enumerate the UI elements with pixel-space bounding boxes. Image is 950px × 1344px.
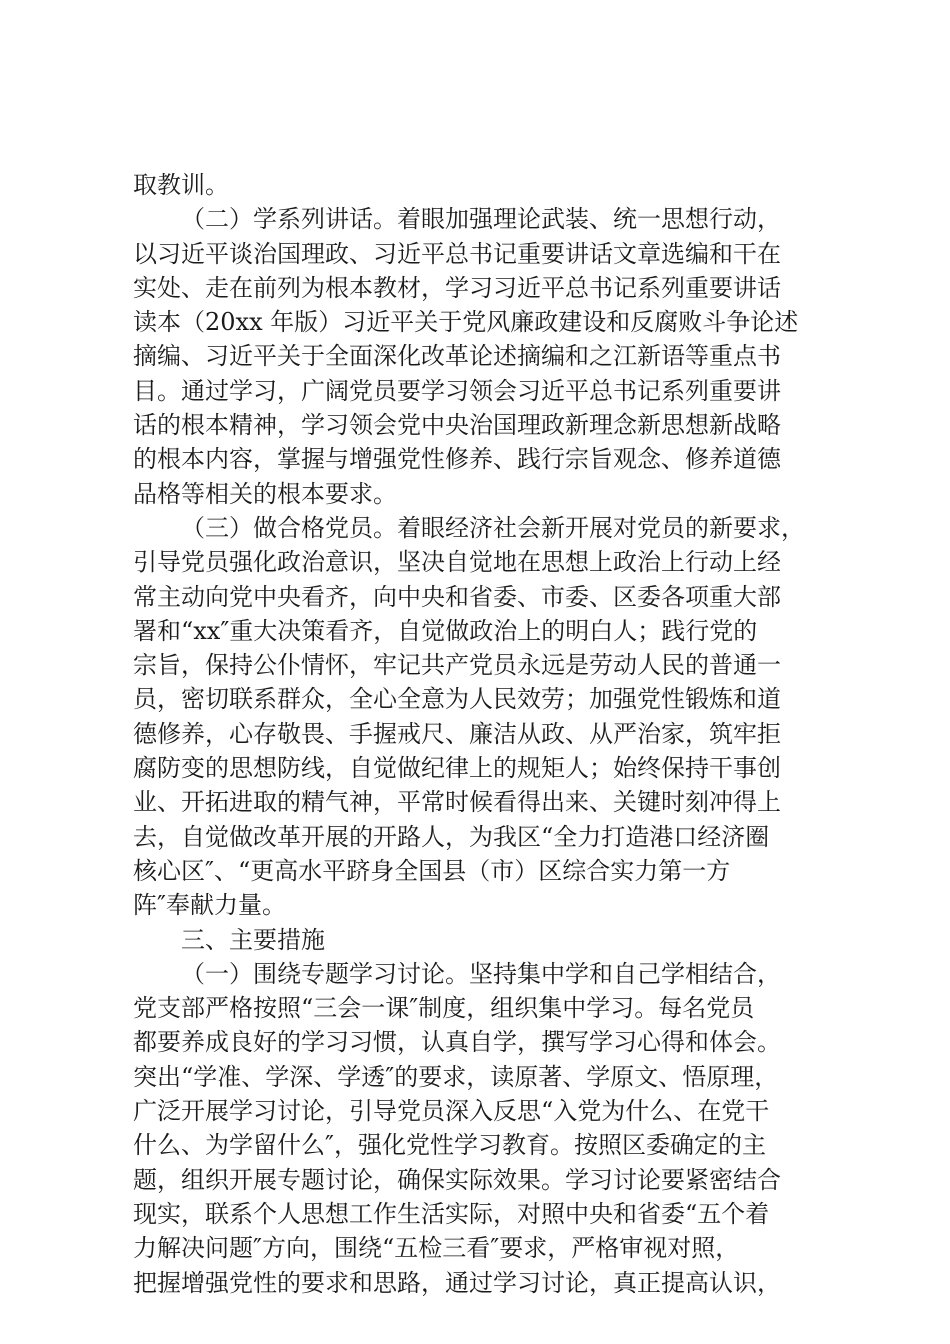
document-body [133, 168, 833, 1300]
text-line: 常主动向党中央看齐，向中央和省委、市委、区委各项重大部 [133, 582, 781, 611]
text-line: 品格等相关的根本要求。 [133, 479, 397, 508]
text-line: 摘编、习近平关于全面深化改革论述摘编和之江新语等重点书 [133, 342, 781, 371]
text-line: 业、开拓进取的精气神，平常时候看得出来、关键时刻冲得上 [133, 788, 781, 817]
text-line: 实处、走在前列为根本教材，学习习近平总书记系列重要讲话 [133, 273, 781, 302]
text-line: 取教训。 [133, 171, 229, 199]
text-line: 把握增强党性的要求和思路，通过学习讨论，真正提高认识， [133, 1268, 781, 1297]
text-line: 现实，联系个人思想工作生活实际，对照中央和省委“五个着 [133, 1199, 770, 1228]
text-line: 核心区″、“更高水平跻身全国县（市）区综合实力第一方 [133, 856, 731, 885]
text-line: 以习近平谈治国理政、习近平总书记重要讲话文章选编和干在 [133, 239, 781, 268]
text-line: 什么、为学留什么″，强化党性学习教育。按照区委确定的主 [133, 1131, 766, 1160]
text-line: 读本（20xx 年版）习近平关于党风廉政建设和反腐败斗争论述 [133, 308, 799, 337]
text-line: （二）学系列讲话。着眼加强理论武装、统一思想行动， [181, 205, 781, 234]
text-line: （一）围绕专题学习讨论。坚持集中学和自己学相结合， [181, 959, 781, 988]
text-line: 引导党员强化政治意识，坚决自觉地在思想上政治上行动上经 [133, 548, 781, 577]
text-line: （三）做合格党员。着眼经济社会新开展对党员的新要求， [181, 513, 805, 542]
text-line: 署和“xx″重大决策看齐，自觉做政治上的明白人；践行党的 [133, 616, 758, 645]
text-line: 三、主要措施 [181, 925, 325, 954]
text-line: 去，自觉做改革开展的开路人，为我区“全力打造港口经济圈 [133, 822, 770, 851]
text-line: 话的根本精神，学习领会党中央治国理政新理念新思想新战略 [133, 411, 781, 440]
text-line: 宗旨，保持公仆情怀，牢记共产党员永远是劳动人民的普通一 [133, 651, 781, 680]
text-line: 题，组织开展专题讨论，确保实际效果。学习讨论要紧密结合 [133, 1165, 781, 1194]
text-line: 广泛开展学习讨论，引导党员深入反思“入党为什么、在党干 [133, 1097, 770, 1126]
text-line: 员，密切联系群众，全心全意为人民效劳；加强党性锻炼和道 [133, 685, 781, 714]
text-line: 力解决问题″方向，围绕“五检三看″要求，严格审视对照， [133, 1234, 740, 1263]
text-line: 阵″奉献力量。 [133, 891, 286, 920]
text-line: 都要养成良好的学习习惯，认真自学，撰写学习心得和体会。 [133, 1028, 781, 1057]
text-line: 党支部严格按照“三会一课″制度，组织集中学习。每名党员 [133, 994, 755, 1023]
text-line: 目。通过学习，广阔党员要学习领会习近平总书记系列重要讲 [133, 376, 781, 405]
text-line: 腐防变的思想防线，自觉做纪律上的规矩人；始终保持干事创 [133, 754, 781, 783]
text-line: 德修养，心存敬畏、手握戒尺、廉洁从政、从严治家，筑牢拒 [133, 719, 781, 748]
text-line: 的根本内容，掌握与增强党性修养、践行宗旨观念、修养道德 [133, 445, 781, 474]
text-line: 突出“学准、学深、学透″的要求，读原著、学原文、悟原理， [133, 1062, 779, 1091]
